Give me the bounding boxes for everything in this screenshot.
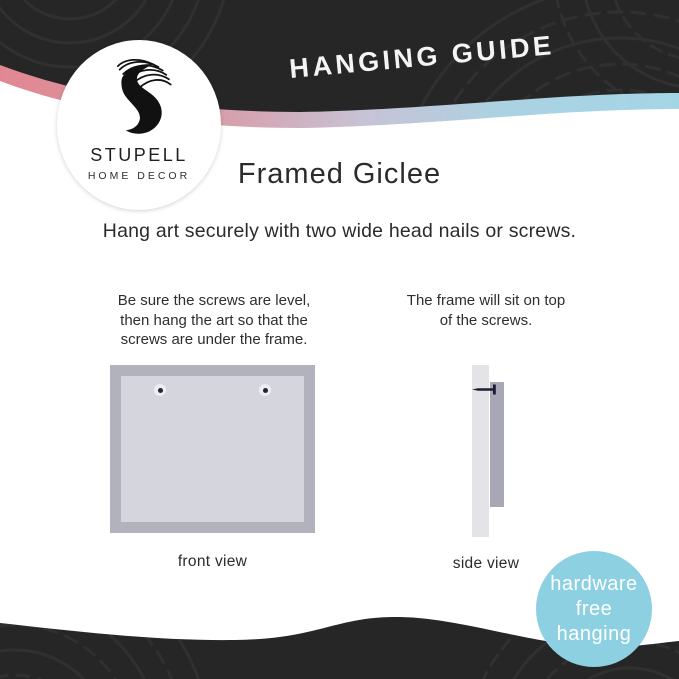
brand-name: STUPELL — [90, 145, 188, 165]
badge-line: free — [575, 597, 613, 620]
nail-icon — [468, 383, 500, 396]
brand-logo — [57, 40, 221, 210]
front-view-caption — [98, 291, 330, 350]
badge-line: hanging — [556, 622, 632, 645]
side-view-caption-line: The frame will sit on top — [406, 292, 566, 309]
page-title: HANGING GUIDE — [288, 30, 556, 84]
intro-text: Hang art securely with two wide head nails or screws. — [102, 220, 577, 242]
hardware-free-hanging-badge — [536, 551, 652, 667]
stupell-s-icon — [93, 52, 185, 140]
frame-inner-panel — [121, 376, 304, 522]
front-view-label: front view — [177, 553, 248, 570]
product-type-heading: Framed Giclee — [237, 158, 442, 190]
screw-icon — [154, 384, 166, 396]
side-view-caption-line: of the screws. — [439, 311, 533, 329]
side-view-label: side view — [452, 555, 520, 572]
screw-head-dot — [263, 388, 268, 393]
screw-head-dot — [158, 388, 163, 393]
front-view-caption-line: screws are under the frame. — [120, 331, 308, 348]
side-view-frame-bar — [490, 382, 504, 507]
screw-icon — [259, 384, 271, 396]
side-view-caption — [386, 291, 586, 330]
front-view-caption-line: then hang the art so that the — [120, 311, 308, 329]
brand-tagline: HOME DECOR — [87, 170, 191, 182]
front-view-frame-illustration — [110, 365, 315, 533]
badge-line: hardware — [550, 572, 638, 595]
front-view-caption-line: Be sure the screws are level, — [117, 292, 311, 309]
